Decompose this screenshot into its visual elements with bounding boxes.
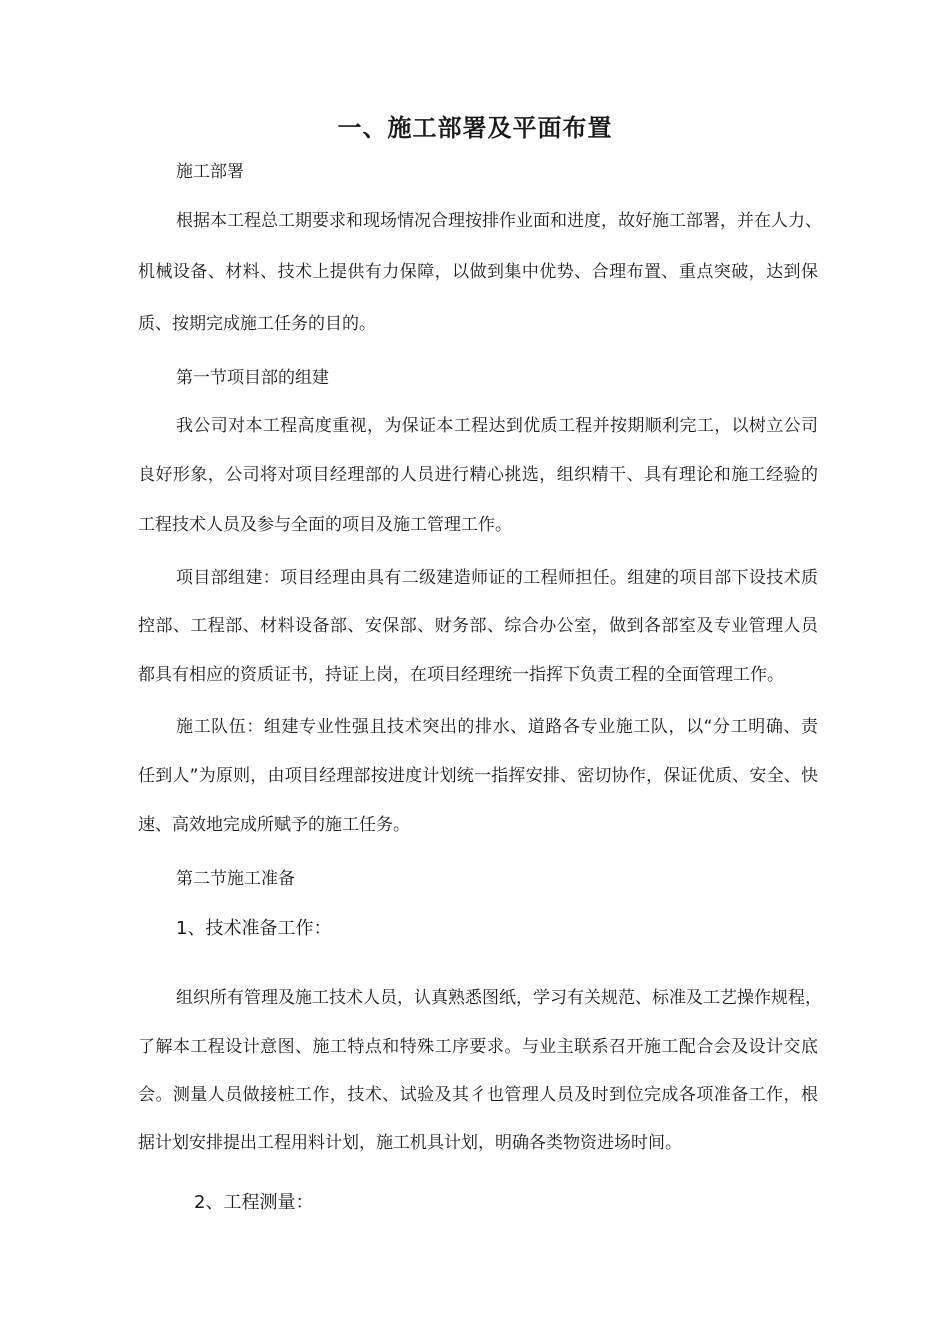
paragraph-line: 良好形象，公司将对项目经理部的人员进行精心挑选，组织精干、具有理论和施工经验的 xyxy=(138,465,818,485)
paragraph-line: 任到人”为原则，由项目经理部按进度计划统一指挥安排、密切协作，保证优质、安全、快 xyxy=(138,766,818,786)
section-heading-project-dept: 第一节项目部的组建 xyxy=(176,368,329,388)
item-heading-technical-prep: 1、技术准备工作： xyxy=(176,918,332,939)
paragraph-line: 都具有相应的资质证书，持证上岗，在项目经理统一指挥下负责工程的全面管理工作。 xyxy=(138,665,784,685)
paragraph-line: 项目部组建：项目经理由具有二级建造师证的工程师担任。组建的项目部下设技术质 xyxy=(176,568,818,588)
paragraph-line: 控部、工程部、材料设备部、安保部、财务部、综合办公室，做到各部室及专业管理人员 xyxy=(138,616,818,636)
paragraph-line: 机械设备、材料、技术上提供有力保障，以做到集中优势、合理布置、重点突破，达到保 xyxy=(138,262,818,282)
paragraph-line: 施工队伍：组建专业性强且技术突出的排水、道路各专业施工队，以“分工明确、责 xyxy=(176,717,818,737)
paragraph-line: 我公司对本工程高度重视，为保证本工程达到优质工程并按期顺利完工，以树立公司 xyxy=(176,416,818,436)
paragraph-line: 了解本工程设计意图、施工特点和特殊工序要求。与业主联系召开施工配合会及设计交底 xyxy=(138,1037,818,1057)
paragraph-line: 组织所有管理及施工技术人员，认真熟悉图纸，学习有关规范、标准及工艺操作规程， xyxy=(176,988,822,1008)
paragraph-line: 据计划安排提出工程用料计划，施工机具计划，明确各类物资进场时间。 xyxy=(138,1133,682,1153)
paragraph-line: 根据本工程总工期要求和现场情况合理按排作业面和进度，故好施工部署，并在人力、 xyxy=(176,211,822,231)
section-heading-preparation: 第二节施工准备 xyxy=(176,869,295,889)
paragraph-line: 速、高效地完成所赋予的施工任务。 xyxy=(138,815,410,835)
document-title: 一、施工部署及平面布置 xyxy=(337,114,613,142)
item-heading-survey: 2、工程测量： xyxy=(194,1192,314,1213)
paragraph-line: 质、按期完成施工任务的目的。 xyxy=(138,314,376,334)
paragraph-line: 会。测量人员做接桩工作，技术、试验及其彳也管理人员及时到位完成各项准备工作，根 xyxy=(138,1085,818,1105)
section-heading-deployment: 施工部署 xyxy=(176,162,244,182)
paragraph-line: 工程技术人员及参与全面的项目及施工管理工作。 xyxy=(138,515,512,535)
